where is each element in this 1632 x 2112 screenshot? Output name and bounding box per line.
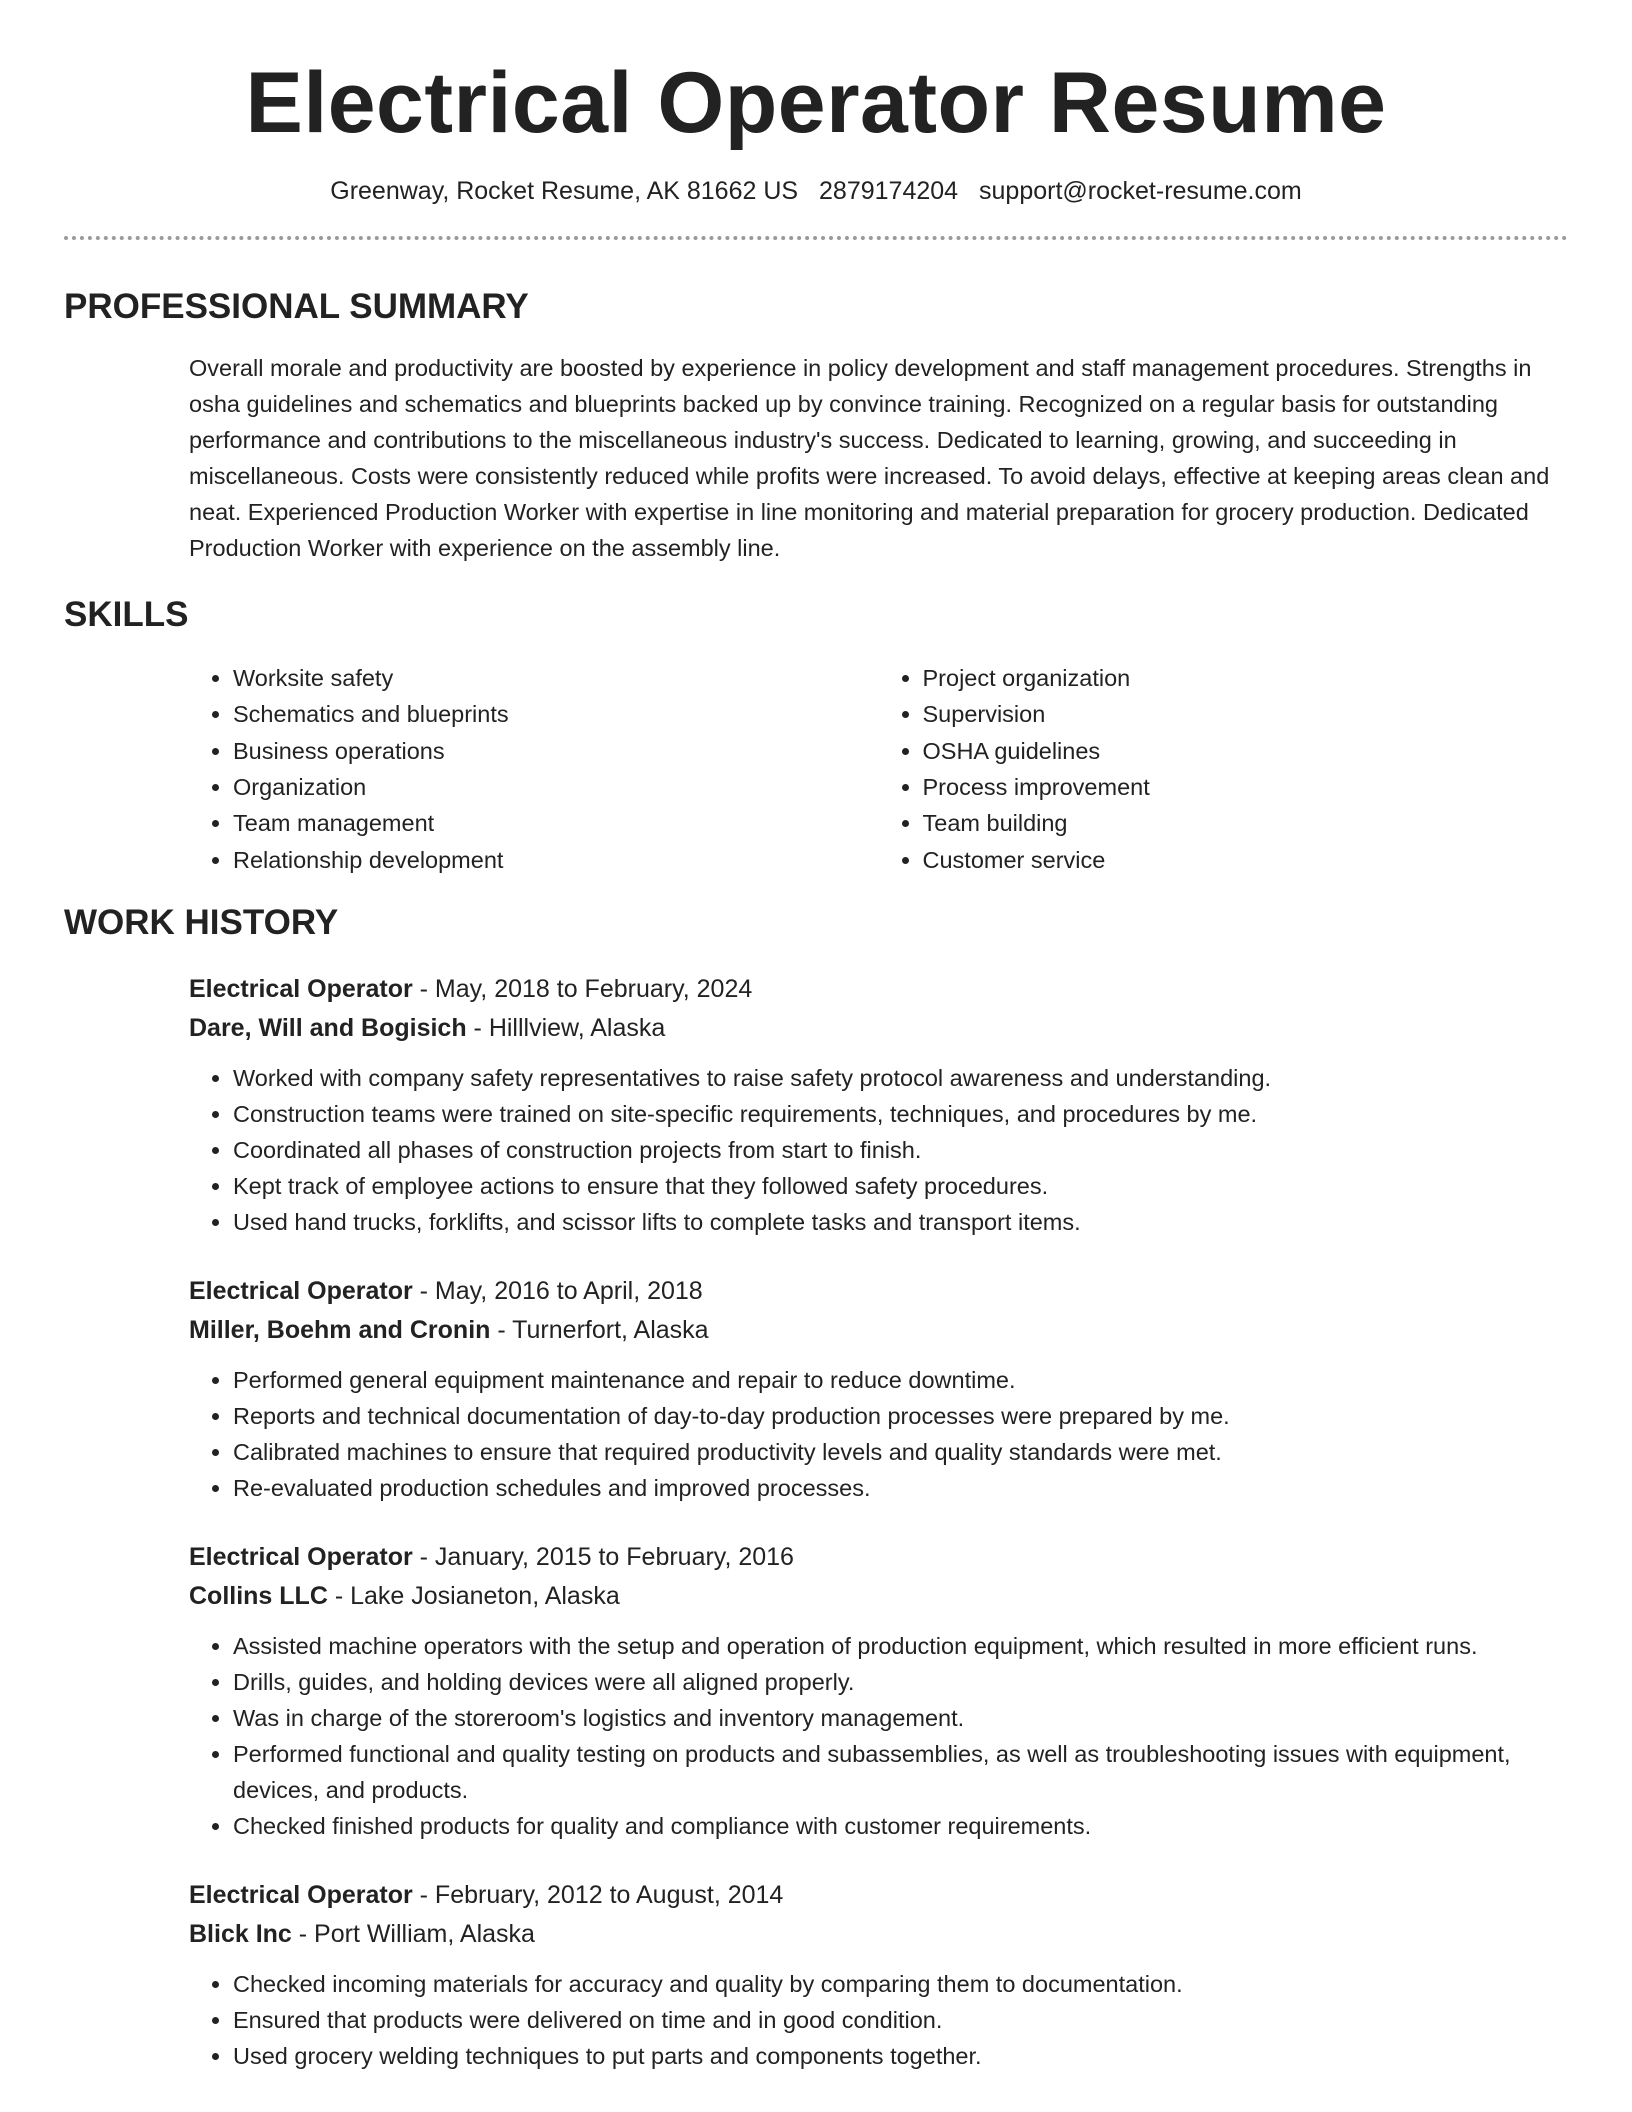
job-bullet: • Calibrated machines to ensure that required productivity levels and quality standards were met. [233,1434,1568,1470]
skill-item: • Relationship development [233,842,879,878]
job-bullet: • Kept track of employee actions to ensure that they followed safety procedures. [233,1168,1568,1204]
job-bullets [189,1966,1568,2074]
header-divider [64,236,1568,240]
job-bullets [189,1628,1568,1844]
job-bullet: • Ensured that products were delivered on time and in good condition. [233,2002,1568,2038]
job-bullet: • Worked with company safety representatives to raise safety protocol awareness and understanding. [233,1060,1568,1096]
skill-item: • Process improvement [923,769,1569,805]
job-company-line [189,1915,1568,1954]
resume-title: Electrical Operator Resume [245,55,1387,151]
skill-item: • OSHA guidelines [923,733,1569,769]
contact-address: Greenway, Rocket Resume, AK 81662 US [330,177,799,206]
skill-item: • Organization [233,769,879,805]
job-role-line [189,970,1568,1009]
job-dates: - January, 2015 to February, 2016 [412,1543,794,1572]
job-bullet: • Used grocery welding techniques to put parts and components together. [233,2038,1568,2074]
job-role: Electrical Operator [189,1543,413,1572]
job-role: Electrical Operator [189,975,413,1004]
job-bullet: • Performed general equipment maintenance and repair to reduce downtime. [233,1362,1568,1398]
job-company: Blick Inc [189,1920,292,1949]
job-bullet: • Coordinated all phases of construction projects from start to finish. [233,1132,1568,1168]
job-bullet: • Was in charge of the storeroom's logistics and inventory management. [233,1700,1568,1736]
skill-item: • Schematics and blueprints [233,696,879,732]
skills-heading: SKILLS [64,594,189,634]
skills-list-left [189,660,879,878]
job-bullet: • Checked finished products for quality and compliance with customer requirements. [233,1808,1568,1844]
skills-grid [189,660,1568,878]
skill-item: • Worksite safety [233,660,879,696]
job-entry [189,1538,1568,1844]
skill-item: • Team building [923,805,1569,841]
job-bullet: • Drills, guides, and holding devices were all aligned properly. [233,1664,1568,1700]
job-entry [189,1272,1568,1506]
job-bullets [189,1362,1568,1506]
resume-header [64,0,1568,208]
summary-heading: PROFESSIONAL SUMMARY [64,286,529,326]
contact-info [64,175,1568,208]
job-bullet: • Construction teams were trained on site-specific requirements, techniques, and procedures by me. [233,1096,1568,1132]
job-company-line [189,1311,1568,1350]
job-company: Dare, Will and Bogisich [189,1014,467,1043]
job-entry [189,970,1568,1240]
skill-item: • Supervision [923,696,1569,732]
job-role-line [189,1272,1568,1311]
job-role-line [189,1538,1568,1577]
job-location: - Hilllview, Alaska [466,1014,666,1043]
contact-phone: 2879174204 [819,177,959,206]
job-dates: - May, 2016 to April, 2018 [412,1277,703,1306]
work-history-heading: WORK HISTORY [64,903,339,943]
contact-email: support@rocket-resume.com [979,177,1302,206]
job-dates: - May, 2018 to February, 2024 [412,975,753,1004]
skill-item: • Project organization [923,660,1569,696]
job-bullet: • Performed functional and quality testing on products and subassemblies, as well as troubleshooting issues with equipment, devices, and products. [233,1736,1568,1808]
skills-list-right [879,660,1569,878]
job-bullet: • Assisted machine operators with the setup and operation of production equipment, which resulted in more efficient runs. [233,1628,1568,1664]
job-company: Miller, Boehm and Cronin [189,1316,491,1345]
job-role: Electrical Operator [189,1277,413,1306]
job-company-line [189,1577,1568,1616]
skill-item: • Customer service [923,842,1569,878]
job-role: Electrical Operator [189,1881,413,1910]
job-bullet: • Reports and technical documentation of day-to-day production processes were prepared by me. [233,1398,1568,1434]
job-bullet: • Used hand trucks, forklifts, and scissor lifts to complete tasks and transport items. [233,1204,1568,1240]
skill-item: • Team management [233,805,879,841]
job-entry [189,1876,1568,2074]
skill-item: • Business operations [233,733,879,769]
job-location: - Port William, Alaska [291,1920,535,1949]
job-role-line [189,1876,1568,1915]
job-company: Collins LLC [189,1582,328,1611]
job-bullet: • Re-evaluated production schedules and improved processes. [233,1470,1568,1506]
summary-text: Overall morale and productivity are boosted by experience in policy development and staff management procedures. Strengths in osha guidelines and schematics and blueprints backed up by convince training. Recognized on a regular basis for outstanding performance and contributions to the miscellaneous industry's success. Dedicated to learning, growing, and succeeding in miscellaneous. Costs were consistently reduced while profits were increased. To avoid delays, effective at keeping areas clean and neat. Experienced Production Worker with expertise in line monitoring and material preparation for grocery production. Dedicated Production Worker with experience on the assembly line. [189,354,1550,561]
job-location: - Lake Josianeton, Alaska [327,1582,620,1611]
job-dates: - February, 2012 to August, 2014 [412,1881,784,1910]
job-location: - Turnerfort, Alaska [490,1316,709,1345]
job-bullet: • Checked incoming materials for accuracy and quality by comparing them to documentation. [233,1966,1568,2002]
job-company-line [189,1009,1568,1048]
job-bullets [189,1060,1568,1240]
